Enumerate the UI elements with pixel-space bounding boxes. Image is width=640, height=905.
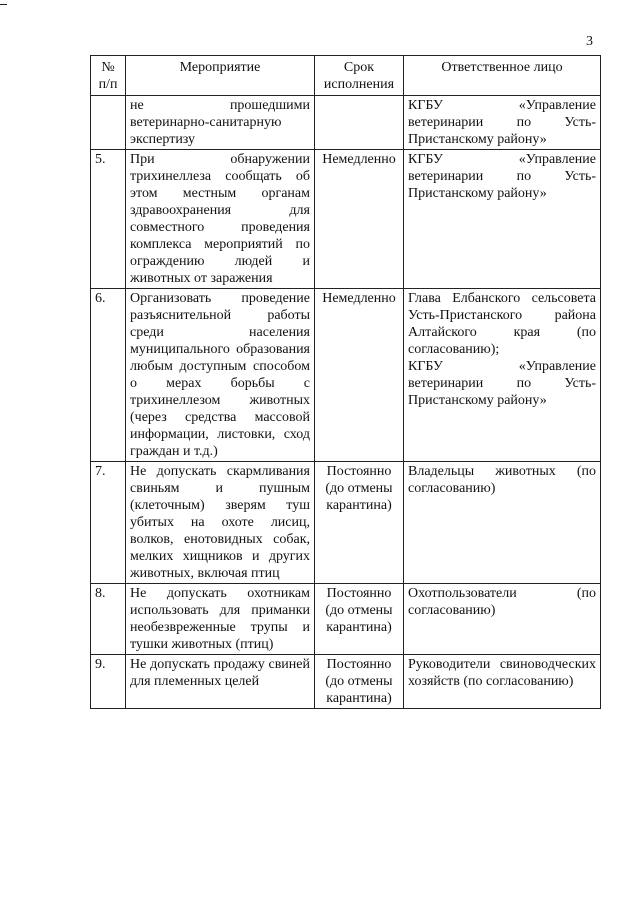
- row-num: 5.: [91, 150, 126, 289]
- row-responsible: [404, 150, 601, 289]
- responsible-line: Глава Елбанского сельсовета Усть-Пристанского района Алтайского края (по согласованию);: [408, 291, 596, 357]
- responsible-line: КГБУ «Управление ветеринарии по Усть-Пристанскому району»: [408, 359, 596, 408]
- row-term: Постоянно (до отмены карантина): [315, 655, 404, 709]
- table-row: [91, 655, 601, 709]
- responsible-line: КГБУ «Управление ветеринарии по Усть-Пристанскому району»: [408, 152, 596, 201]
- row-responsible: [404, 655, 601, 709]
- row-term: Немедленно: [315, 289, 404, 462]
- table-row: [91, 584, 601, 655]
- row-num: 8.: [91, 584, 126, 655]
- responsible-line: Руководители свиноводческих хозяйств (по согласованию): [408, 657, 596, 689]
- row-event: Не допускать скармливания свиньям и пушным (клеточным) зверям туш убитых на охоте лисиц, волков, енотовидных собак, мелких хищников и других животных, включая птиц: [126, 462, 315, 584]
- row-responsible: [404, 462, 601, 584]
- table-row: [91, 96, 601, 150]
- scan-corner-mark: [0, 4, 7, 5]
- row-num: [91, 96, 126, 150]
- table-row: [91, 462, 601, 584]
- header-num: № п/п: [91, 56, 126, 96]
- row-responsible: [404, 289, 601, 462]
- responsible-line: КГБУ «Управление ветеринарии по Усть-Пристанскому району»: [408, 98, 596, 147]
- header-event: Мероприятие: [126, 56, 315, 96]
- row-responsible: [404, 96, 601, 150]
- row-num: 7.: [91, 462, 126, 584]
- row-event: При обнаружении трихинеллеза сообщать об этом местным органам здравоохранения для совместного проведения комплекса мероприятий по ограждению людей и животных от заражения: [126, 150, 315, 289]
- table-row: [91, 150, 601, 289]
- row-term: [315, 96, 404, 150]
- responsible-line: Владельцы животных (по согласованию): [408, 464, 596, 496]
- table-row: [91, 289, 601, 462]
- page-number: 3: [586, 34, 593, 49]
- row-event: Не допускать продажу свиней для племенных целей: [126, 655, 315, 709]
- row-num: 9.: [91, 655, 126, 709]
- header-responsible: Ответственное лицо: [404, 56, 601, 96]
- row-event: Не допускать охотникам использовать для приманки необезвреженные трупы и тушки животных (птиц): [126, 584, 315, 655]
- row-term: Постоянно (до отмены карантина): [315, 584, 404, 655]
- header-term: Срок исполнения: [315, 56, 404, 96]
- row-responsible: [404, 584, 601, 655]
- measures-table: [90, 55, 601, 709]
- row-term: Немедленно: [315, 150, 404, 289]
- table-header-row: [91, 56, 601, 96]
- row-num: 6.: [91, 289, 126, 462]
- row-event: Организовать проведение разъяснительной работы среди населения муниципального образования любым доступным способом о мерах борьбы с трихинеллезом животных (через средства массовой информации, листовки, сход граждан и т.д.): [126, 289, 315, 462]
- row-term: Постоянно (до отмены карантина): [315, 462, 404, 584]
- row-event: не прошедшими ветеринарно-санитарную экспертизу: [126, 96, 315, 150]
- responsible-line: Охотпользователи (по согласованию): [408, 586, 596, 618]
